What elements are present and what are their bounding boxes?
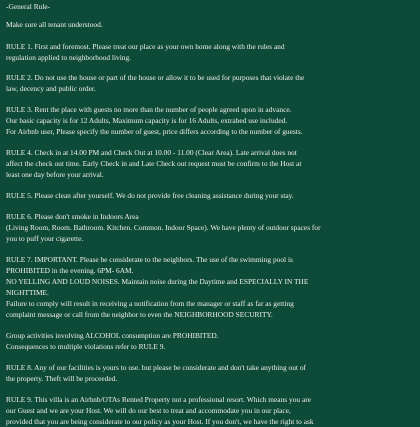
rule-4-line-2: affect the check out time. Early Check in and Late Check out request must be confirm to the Host at — [6, 159, 302, 168]
document-title: -General Rule- — [6, 2, 51, 11]
rule-9-line-2: our Guest and we are your Host. We will do our best to treat and accommodate you in our place, — [6, 406, 291, 415]
rule-9-line-3: provided that you are being considerate to our policy as your Host. If you don't, we have the right to ask — [6, 417, 314, 426]
rule-1-line-2: regulation applied to neighborhood living. — [6, 53, 132, 62]
rule-3-line-2: Our basic capacity is for 12 Adults, Maximum capacity is for 16 Adults, extrabed use included. — [6, 116, 288, 125]
rule-3-line-1: RULE 3. Rent the place with guests no more than the number of people agreed upon in advance. — [6, 105, 292, 114]
rule-7-line-5: Failure to comply will result in receiving a notification from the manager or staff as far as getting — [6, 299, 294, 308]
rule-9-line-1: RULE 9. This villa is an Airbnb/OTAs Rented Property not a professional resort. Which means you are — [6, 395, 311, 404]
rule-3-line-3: For Airbnb user, Please specify the number of guest, price differs according to the number of guests. — [6, 127, 303, 136]
rule-7-line-6: complaint message or call from the neighbor to even the NEIGHBORHOOD SECURITY. — [6, 310, 273, 319]
alcohol-line-2: Consequences to multiple violations refer to RULE 9. — [6, 342, 166, 351]
rule-2-line-1: RULE 2. Do not use the house or part of the house or allow it to be used for purposes that violate the — [6, 73, 305, 82]
rule-6-line-1: RULE 6. Please don't smoke in Indoors Area — [6, 212, 139, 221]
rule-7-line-4: NIGHTTIME. — [6, 288, 49, 297]
rule-7-line-3: NO YELLING AND LOUD NOISES. Maintain noise during the Daytime and ESPECIALLY IN THE — [6, 277, 309, 286]
rule-7-line-1: RULE 7. IMPORTANT. Please be considerate to the neighbors. The use of the swimming pool is — [6, 255, 293, 264]
rule-5-line-1: RULE 5. Please clean after yourself. We do not provide free cleaning assistance during your stay. — [6, 191, 294, 200]
rule-6-line-3: you to puff your cigarette. — [6, 234, 84, 243]
rule-2-line-2: law, decency and public order. — [6, 84, 96, 93]
rule-4-line-3: least one day before your arrival. — [6, 170, 104, 179]
intro-line: Make sure all tenant understood. — [6, 20, 103, 29]
rule-4-line-1: RULE 4. Check in at 14.00 PM and Check Out at 10.00 - 11.00 (Clear Area). Late arrival does not — [6, 148, 297, 157]
rule-1-line-1: RULE 1. First and foremost. Please treat our place as your own home along with the rules and — [6, 42, 285, 51]
rule-8-line-2: the property. Theft will be proceeded. — [6, 374, 118, 383]
alcohol-line-1: Group activities involving ALCOHOL consumption are PROHIBITED. — [6, 331, 219, 340]
rule-7-line-2: PROHIBITED in the evening. 6PM- 6AM. — [6, 266, 134, 275]
rule-6-line-2: (Living Room, Room. Bathroom. Kitchen. Common. Indoor Space). We have plenty of outdoor spaces for — [6, 223, 321, 232]
rule-8-line-1: RULE 8. Any of our facilities is yours to use. but please be considerate and don't take anything out of — [6, 363, 306, 372]
